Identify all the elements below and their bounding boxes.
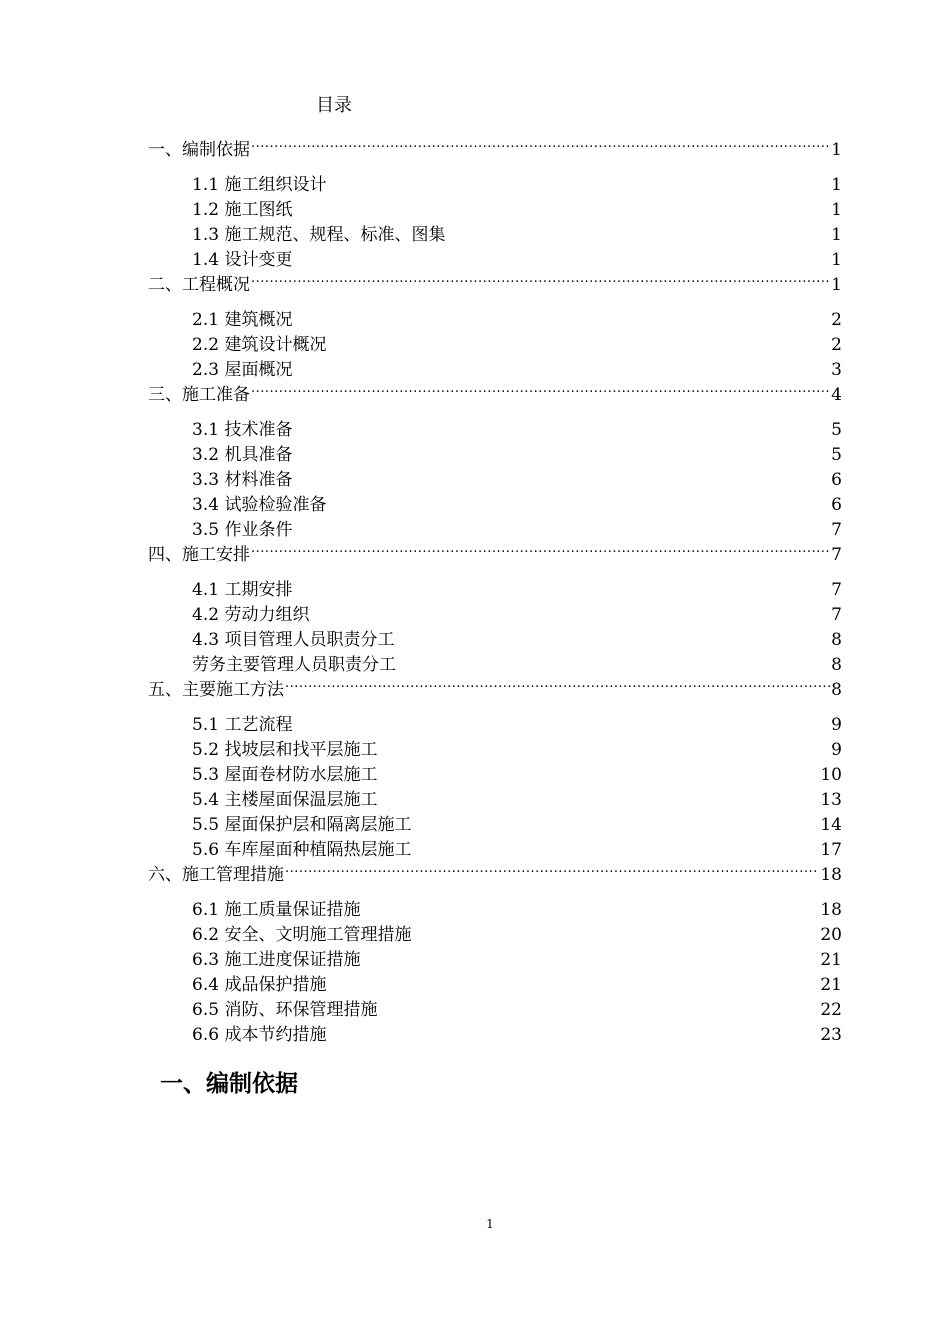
toc-dot-leader	[285, 855, 819, 880]
toc-entry-label: 2.3 屋面概况	[192, 360, 293, 380]
toc-entry-page: 6	[831, 495, 842, 515]
toc-dot-leader	[251, 375, 830, 400]
toc-entry-page: 8	[831, 630, 842, 650]
toc-entry-label: 3.4 试验检验准备	[192, 495, 327, 515]
toc-tab-gap	[412, 830, 819, 855]
toc-entry-subsection[interactable]	[148, 705, 842, 735]
toc-entry-page: 1	[831, 225, 842, 245]
toc-entry-subsection[interactable]	[148, 890, 842, 920]
toc-entry-page: 1	[831, 175, 842, 195]
toc-entry-page: 13	[820, 790, 842, 810]
toc-entry-page: 20	[820, 925, 842, 945]
toc-entry-label: 五、主要施工方法	[148, 680, 284, 700]
toc-tab-gap	[327, 325, 830, 350]
toc-tab-gap	[293, 435, 830, 460]
toc-tab-gap	[310, 595, 830, 620]
toc-entry-section[interactable]	[148, 130, 842, 160]
toc-entry-page: 9	[831, 715, 842, 735]
toc-entry-label: 一、编制依据	[148, 140, 250, 160]
toc-entry-page: 1	[831, 250, 842, 270]
toc-tab-gap	[361, 890, 819, 915]
toc-tab-gap	[293, 410, 830, 435]
toc-entry-label: 5.4 主楼屋面保温层施工	[192, 790, 378, 810]
toc-entry-label: 5.6 车库屋面种植隔热层施工	[192, 840, 412, 860]
toc-entry-subsection[interactable]	[148, 165, 842, 195]
toc-entry-page: 8	[831, 680, 842, 700]
toc-tab-gap	[378, 730, 830, 755]
toc-tab-gap	[412, 915, 819, 940]
toc-entry-page: 21	[820, 975, 842, 995]
toc-entry-page: 6	[831, 470, 842, 490]
toc-tab-gap	[293, 460, 830, 485]
toc-dot-leader	[285, 670, 830, 695]
toc-entry-label: 5.3 屋面卷材防水层施工	[192, 765, 378, 785]
toc-entry-page: 9	[831, 740, 842, 760]
toc-entry-label: 1.3 施工规范、规程、标准、图集	[192, 225, 446, 245]
toc-entry-label: 2.1 建筑概况	[192, 310, 293, 330]
toc-tab-gap	[293, 570, 830, 595]
toc-entry-page: 21	[820, 950, 842, 970]
toc-entry-page: 3	[831, 360, 842, 380]
toc-entry-label: 4.3 项目管理人员职责分工	[192, 630, 395, 650]
toc-tab-gap	[293, 705, 830, 730]
toc-dot-leader	[251, 130, 830, 155]
toc-entry-label: 1.1 施工组织设计	[192, 175, 327, 195]
toc-entry-label: 6.6 成本节约措施	[192, 1025, 327, 1045]
toc-entry-label: 6.1 施工质量保证措施	[192, 900, 361, 920]
toc-tab-gap	[397, 645, 830, 670]
toc-entry-page: 23	[820, 1025, 842, 1045]
toc-entry-page: 8	[831, 655, 842, 675]
toc-tab-gap	[378, 780, 819, 805]
toc-entry-label: 1.2 施工图纸	[192, 200, 293, 220]
toc-entry-page: 17	[820, 840, 842, 860]
toc-entry-page: 14	[820, 815, 842, 835]
toc-tab-gap	[378, 755, 819, 780]
toc-tab-gap	[412, 805, 819, 830]
toc-dot-leader	[251, 265, 830, 290]
toc-entry-page: 10	[820, 765, 842, 785]
toc-tab-gap	[327, 965, 819, 990]
toc-entry-label: 4.2 劳动力组织	[192, 605, 310, 625]
toc-entry-label: 3.1 技术准备	[192, 420, 293, 440]
toc-entry-section[interactable]	[148, 375, 842, 405]
toc-entry-label: 劳务主要管理人员职责分工	[192, 655, 396, 675]
toc-tab-gap	[293, 350, 830, 375]
toc-entry-subsection[interactable]	[148, 300, 842, 330]
toc-entry-label: 3.2 机具准备	[192, 445, 293, 465]
toc-entry-page: 7	[831, 580, 842, 600]
toc-entry-label: 四、施工安排	[148, 545, 250, 565]
section-heading: 一、编制依据	[160, 1071, 298, 1097]
toc-entry-label: 5.1 工艺流程	[192, 715, 293, 735]
toc-tab-gap	[327, 485, 830, 510]
table-of-contents	[148, 130, 842, 1045]
toc-tab-gap	[361, 940, 819, 965]
toc-entry-label: 5.2 找坡层和找平层施工	[192, 740, 378, 760]
toc-entry-page: 22	[820, 1000, 842, 1020]
toc-entry-label: 6.5 消防、环保管理措施	[192, 1000, 378, 1020]
page-number: 1	[486, 1217, 494, 1231]
toc-entry-label: 6.2 安全、文明施工管理措施	[192, 925, 412, 945]
toc-tab-gap	[395, 620, 830, 645]
toc-entry-page: 7	[831, 605, 842, 625]
toc-tab-gap	[293, 240, 830, 265]
toc-tab-gap	[293, 300, 830, 325]
toc-tab-gap	[327, 1015, 819, 1040]
toc-entry-label: 二、工程概况	[148, 275, 250, 295]
toc-entry-page: 4	[831, 385, 842, 405]
toc-entry-page: 1	[831, 275, 842, 295]
toc-tab-gap	[378, 990, 819, 1015]
toc-tab-gap	[327, 165, 830, 190]
toc-entry-section[interactable]	[148, 535, 842, 565]
toc-entry-subsection[interactable]	[148, 410, 842, 440]
toc-dot-leader	[251, 535, 830, 560]
toc-entry-label: 3.3 材料准备	[192, 470, 293, 490]
toc-entry-label: 六、施工管理措施	[148, 865, 284, 885]
toc-entry-page: 5	[831, 420, 842, 440]
toc-entry-label: 6.4 成品保护措施	[192, 975, 327, 995]
toc-entry-page: 1	[831, 200, 842, 220]
toc-entry-label: 4.1 工期安排	[192, 580, 293, 600]
toc-tab-gap	[293, 190, 830, 215]
toc-entry-label: 1.4 设计变更	[192, 250, 293, 270]
toc-entry-label: 5.5 屋面保护层和隔离层施工	[192, 815, 412, 835]
toc-title: 目录	[316, 95, 352, 116]
toc-entry-subsection[interactable]	[148, 570, 842, 600]
toc-entry-page: 7	[831, 545, 842, 565]
toc-entry-page: 18	[820, 865, 842, 885]
toc-entry-page: 5	[831, 445, 842, 465]
toc-entry-section[interactable]	[148, 265, 842, 295]
toc-entry-page: 1	[831, 140, 842, 160]
toc-tab-gap	[446, 215, 830, 240]
toc-entry-page: 7	[831, 520, 842, 540]
toc-entry-label: 2.2 建筑设计概况	[192, 335, 327, 355]
toc-entry-page: 18	[820, 900, 842, 920]
toc-entry-label: 6.3 施工进度保证措施	[192, 950, 361, 970]
toc-entry-label: 3.5 作业条件	[192, 520, 293, 540]
toc-entry-page: 2	[831, 310, 842, 330]
toc-tab-gap	[293, 510, 830, 535]
toc-entry-page: 2	[831, 335, 842, 355]
toc-entry-label: 三、施工准备	[148, 385, 250, 405]
